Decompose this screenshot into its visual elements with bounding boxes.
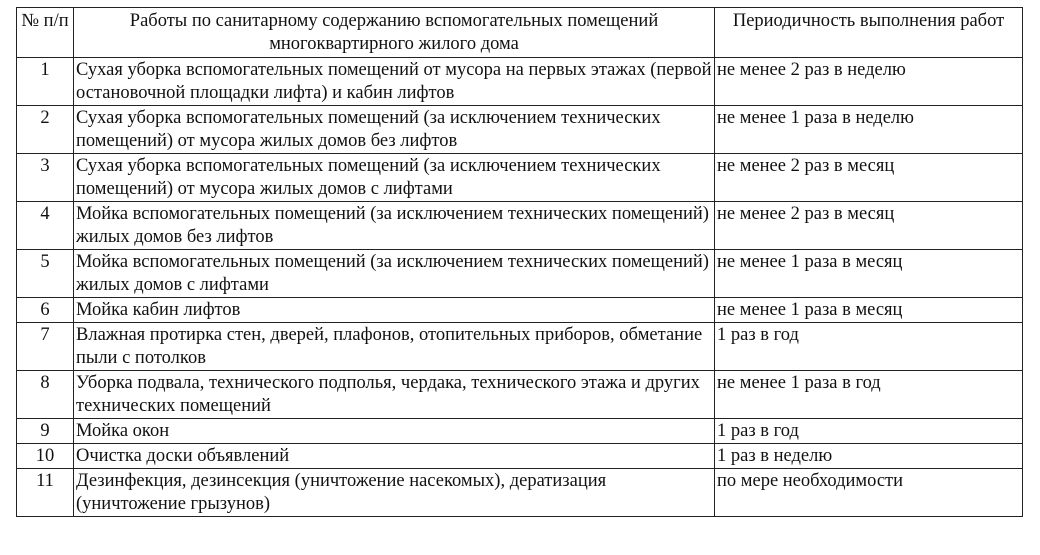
- row-work: Очистка доски объявлений: [74, 444, 715, 469]
- row-work: Сухая уборка вспомогательных помещений (за исключением технических помещений) от мусора жилых домов без лифтов: [74, 106, 715, 154]
- row-number: 3: [17, 154, 74, 202]
- row-work: Мойка окон: [74, 419, 715, 444]
- table-row: [17, 371, 1023, 419]
- row-number: 4: [17, 202, 74, 250]
- row-work: Сухая уборка вспомогательных помещений от мусора на первых этажах (первой остановочной площадки лифта) и кабин лифтов: [74, 58, 715, 106]
- table-row: [17, 444, 1023, 469]
- header-number: № п/п: [17, 8, 74, 58]
- row-number: 5: [17, 250, 74, 298]
- row-period: 1 раз в неделю: [715, 444, 1023, 469]
- table-row: [17, 154, 1023, 202]
- row-number: 9: [17, 419, 74, 444]
- table-row: [17, 298, 1023, 323]
- row-number: 7: [17, 323, 74, 371]
- row-work: Сухая уборка вспомогательных помещений (за исключением технических помещений) от мусора жилых домов с лифтами: [74, 154, 715, 202]
- table-row: [17, 250, 1023, 298]
- table-row: [17, 106, 1023, 154]
- row-period: не менее 1 раза в год: [715, 371, 1023, 419]
- row-period: 1 раз в год: [715, 419, 1023, 444]
- row-number: 11: [17, 469, 74, 517]
- row-period: 1 раз в год: [715, 323, 1023, 371]
- row-work: Мойка вспомогательных помещений (за исключением технических помещений) жилых домов с лифтами: [74, 250, 715, 298]
- row-work: Уборка подвала, технического подполья, чердака, технического этажа и других технических помещений: [74, 371, 715, 419]
- row-work: Мойка вспомогательных помещений (за исключением технических помещений) жилых домов без лифтов: [74, 202, 715, 250]
- row-number: 2: [17, 106, 74, 154]
- table-row: [17, 323, 1023, 371]
- row-number: 10: [17, 444, 74, 469]
- row-work: Влажная протирка стен, дверей, плафонов, отопительных приборов, обметание пыли с потолков: [74, 323, 715, 371]
- row-period: не менее 2 раз в месяц: [715, 202, 1023, 250]
- header-work: Работы по санитарному содержанию вспомогательных помещений многоквартирного жилого дома: [74, 8, 715, 58]
- table-row: [17, 202, 1023, 250]
- row-work: Дезинфекция, дезинсекция (уничтожение насекомых), дератизация (уничтожение грызунов): [74, 469, 715, 517]
- row-period: не менее 1 раза в месяц: [715, 298, 1023, 323]
- table-header-row: [17, 8, 1023, 58]
- row-period: не менее 2 раз в месяц: [715, 154, 1023, 202]
- table-row: [17, 469, 1023, 517]
- row-period: не менее 1 раза в неделю: [715, 106, 1023, 154]
- header-period: Периодичность выполнения работ: [715, 8, 1023, 58]
- row-period: не менее 2 раз в неделю: [715, 58, 1023, 106]
- row-period: по мере необходимости: [715, 469, 1023, 517]
- table-row: [17, 419, 1023, 444]
- row-number: 6: [17, 298, 74, 323]
- row-number: 1: [17, 58, 74, 106]
- row-work: Мойка кабин лифтов: [74, 298, 715, 323]
- row-number: 8: [17, 371, 74, 419]
- row-period: не менее 1 раза в месяц: [715, 250, 1023, 298]
- table-row: [17, 58, 1023, 106]
- sanitary-works-table: [16, 7, 1023, 517]
